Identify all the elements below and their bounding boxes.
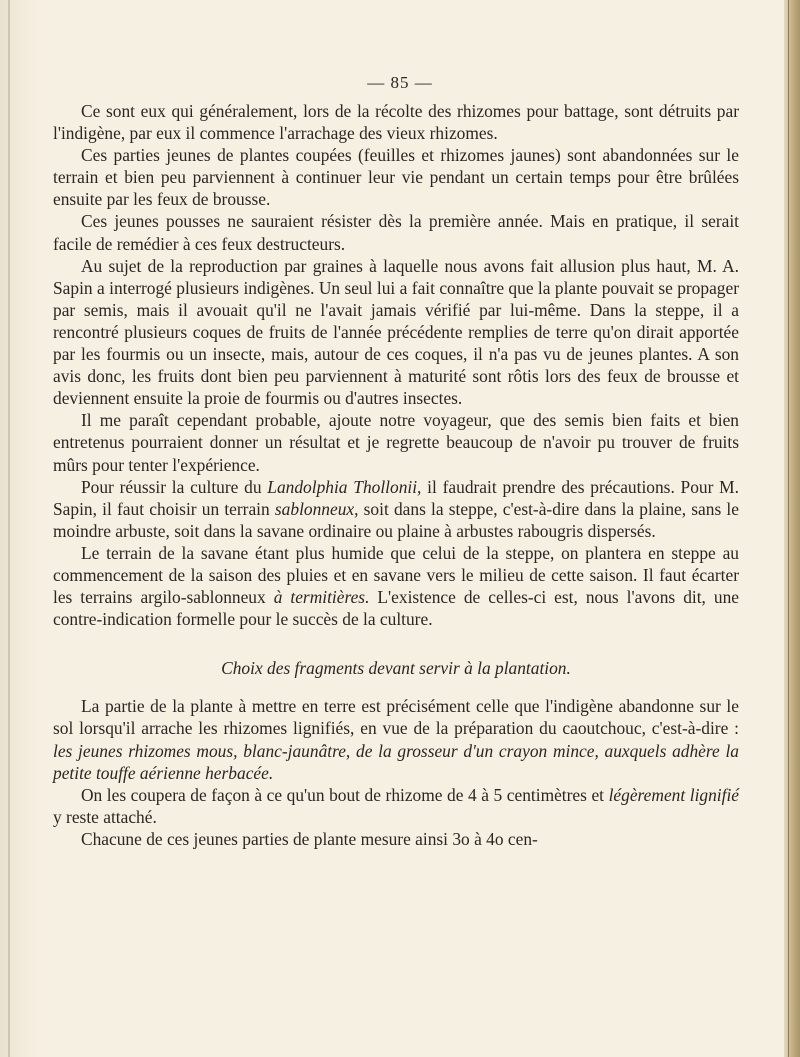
paragraph: Ce sont eux qui généralement, lors de la récolte des rhizomes pour battage, sont détruits par l'indigène, par eux il commence l'arrachage des vieux rhizomes. [53, 101, 739, 144]
body-text [53, 100, 739, 850]
paragraph [53, 784, 739, 828]
page-shadow-left [0, 0, 40, 1057]
text-run: il faudrait prendre des précautions. Pour M. Sapin, il faut choisir un terrain [53, 476, 739, 519]
page-stack-edge [784, 0, 800, 1057]
emphasis: les jeunes rhizomes mous, blanc-jaunâtre, de la grosseur d'un crayon mince, auxquels adhère la petite touffe aérienne herbacée. [53, 740, 739, 783]
page-gutter-edge [8, 0, 10, 1057]
text-run: Le terrain de la savane étant plus humide que celui de la steppe, on plantera en steppe au commencement de la saison des pluies et en savane vers le milieu de cette saison. Il faut écarter les terrains argilo-sablonneux [53, 542, 739, 608]
emphasis: à termitières. [273, 587, 370, 608]
paragraph: Chacune de ces jeunes parties de plante mesure ainsi 3o à 4o cen- [81, 828, 538, 849]
paragraph [53, 695, 739, 783]
text-run: La partie de la plante à mettre en terre est précisément celle que l'indigène abandonne sur le sol lorsqu'il arrache les rhizomes lignifiés, en vue de la préparation du caoutchouc, c'est-à-dire : [53, 696, 739, 739]
text-run: Pour réussir la culture du [81, 476, 268, 497]
emphasis: sablonneux, [274, 498, 359, 519]
paragraph [53, 476, 739, 542]
emphasis: légèrement lignifié [608, 784, 740, 805]
section-title: Choix des fragments devant servir à la plantation. [221, 658, 571, 679]
text-run: On les coupera de façon à ce qu'un bout de rhizome de 4 à 5 centimètres et [81, 784, 609, 805]
text-run: soit dans la steppe, c'est-à-dire dans la plaine, sans le moindre arbuste, soit dans la savane ordinaire ou plaine à arbustes rabougris dispersés. [53, 498, 739, 541]
species-name: Landolphia Thollonii, [267, 476, 422, 497]
text-run: L'existence de celles-ci est, nous l'avons dit, une contre-indication formelle pour le succès de la culture. [53, 587, 739, 630]
paragraph: Il me paraît cependant probable, ajoute notre voyageur, que des semis bien faits et bien entretenus pourraient donner un résultat et je regrette beaucoup de n'avoir pu trouver de fruits mûrs pour tenter l'expérience. [53, 410, 739, 475]
text-run: y reste attaché. [53, 806, 157, 827]
paragraph: Ces parties jeunes de plantes coupées (feuilles et rhizomes jaunes) sont abandonnées sur le terrain et bien peu parviennent à continuer leur vie pendant un certain temps pour être brûlées ensuite par les feux de brousse. [53, 145, 739, 210]
paragraph [53, 542, 739, 630]
page-number: — 85 — [367, 73, 433, 92]
paragraph: Ces jeunes pousses ne sauraient résister dès la première année. Mais en pratique, il serait facile de remédier à ces feux destructeurs. [53, 211, 739, 254]
paragraph: Au sujet de la reproduction par graines à laquelle nous avons fait allusion plus haut, M. A. Sapin a interrogé plusieurs indigènes. Un seul lui a fait connaître que la plante pouvait se propager par semis, mais il avouait qu'il ne l'avait jamais vérifié par lui-même. Dans la steppe, il a rencontré plusieurs coques de fruits de l'année précédente remplies de terre qu'on dirait apportée par les fourmis ou un insecte, mais, autour de ces coques, il n'a pas vu de jeunes plantes. A son avis donc, les fruits dont bien peu parviennent à maturité sont rôtis lors des feux de brousse et deviennent ensuite la proie de fourmis ou d'autres insectes. [53, 255, 739, 409]
